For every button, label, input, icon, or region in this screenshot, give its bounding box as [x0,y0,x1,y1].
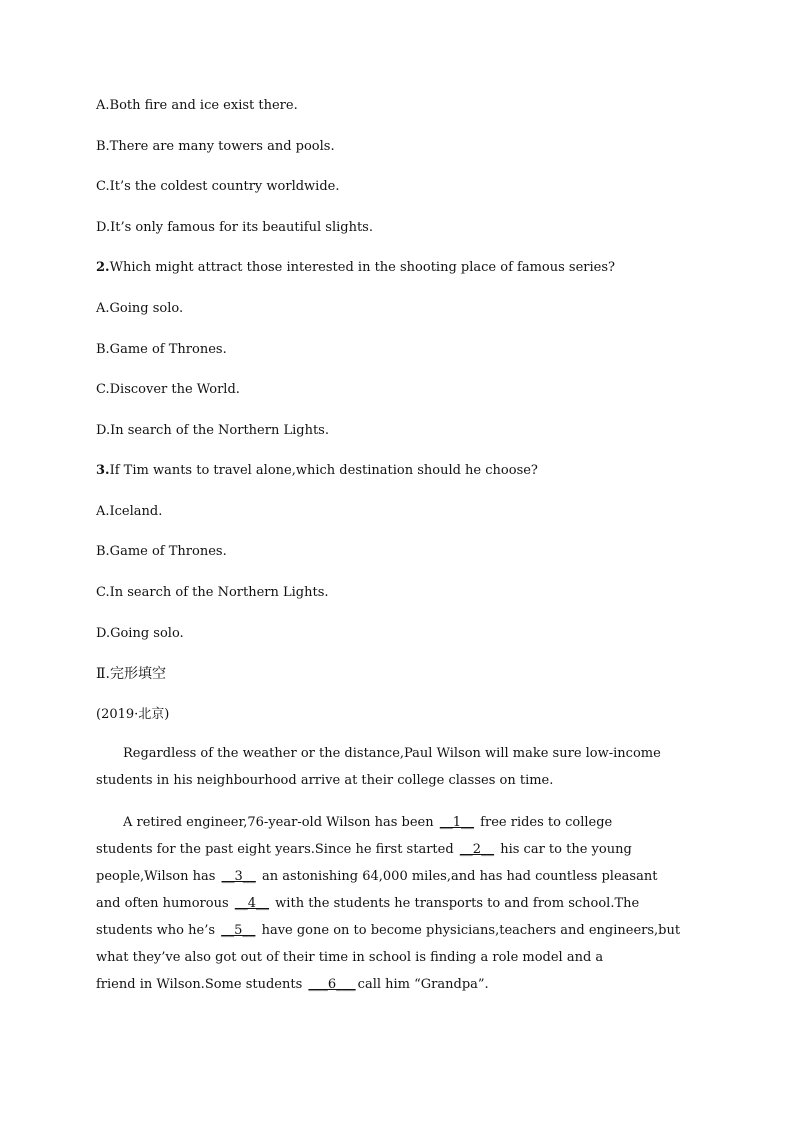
text-segment: students for the past eight years.Since he first started [96,842,458,857]
text-segment: have gone on to become physicians,teachers and engineers,but [257,923,681,938]
paragraph-1-line-2: students in his neighbourhood arrive at their college classes on time. [96,773,554,788]
question-3-number: 3. [96,463,110,478]
blank-6: ___6___ [308,977,356,992]
paragraph-2-line-1 [96,809,696,836]
question-3-text: If Tim wants to travel alone,which destination should he choose? [109,463,538,478]
blank-4: __4__ [234,896,270,911]
blank-1: __1__ [439,815,475,830]
paragraph-2-line-2 [96,836,696,863]
section-heading: Ⅱ.完形填空 [96,666,166,682]
text-segment: students who he’s [96,923,220,938]
q2-option-a: A.Going solo. [96,301,184,316]
paragraph-1-line-1: Regardless of the weather or the distance,Paul Wilson will make sure low-income [123,746,661,761]
q3-option-c: C.In search of the Northern Lights. [96,585,329,600]
q1-option-b: B.There are many towers and pools. [96,139,335,154]
q3-option-a: A.Iceland. [96,504,163,519]
paragraph-2-line-5 [96,917,696,944]
text-segment: friend in Wilson.Some students [96,977,307,992]
q1-option-a: A.Both fire and ice exist there. [96,98,298,113]
text-segment: call him “Grandpa”. [357,977,489,992]
q2-option-b: B.Game of Thrones. [96,342,227,357]
paragraph-2-line-7 [96,971,696,998]
text-segment: people,Wilson has [96,869,220,884]
question-2 [96,259,615,277]
q2-option-c: C.Discover the World. [96,382,240,397]
q3-option-b: B.Game of Thrones. [96,544,227,559]
blank-3: __3__ [221,869,256,884]
q1-option-c: C.It’s the coldest country worldwide. [96,179,340,194]
question-2-number: 2. [96,260,110,275]
blank-5: __5__ [221,923,256,938]
question-3 [96,462,538,480]
text-segment: with the students he transports to and from school.The [271,896,640,911]
question-2-text: Which might attract those interested in the shooting place of famous series? [109,260,615,275]
paragraph-2-line-6: what they’ve also got out of their time in school is finding a role model and a [96,950,604,965]
source-label: (2019·北京) [96,707,170,722]
text-segment: and often humorous [96,896,233,911]
paragraph-2-line-3 [96,863,696,890]
text-segment: A retired engineer,76-year-old Wilson has been [123,815,438,830]
paragraph-2 [96,809,696,998]
q1-option-d: D.It’s only famous for its beautiful slights. [96,220,373,235]
q3-option-d: D.Going solo. [96,626,184,641]
text-segment: an astonishing 64,000 miles,and has had countless pleasant [257,869,658,884]
text-segment: his car to the young [496,842,632,857]
blank-2: __2__ [459,842,495,857]
text-segment: free rides to college [476,815,613,830]
paragraph-1 [96,740,696,794]
paragraph-2-line-4 [96,890,696,917]
q2-option-d: D.In search of the Northern Lights. [96,423,329,438]
